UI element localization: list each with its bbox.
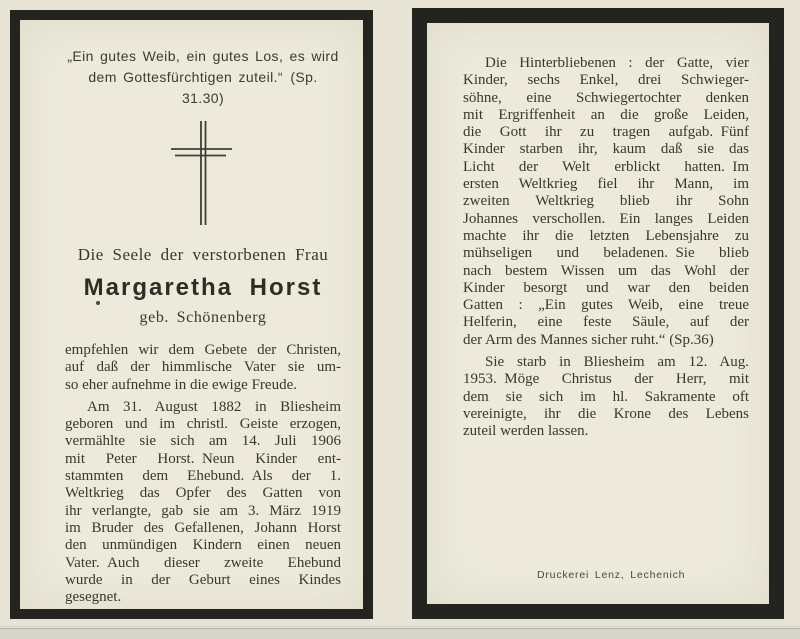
maiden-name: geb. Schönenberg [139,309,267,326]
text-line: Vater. Auch dieser zweite Ehebund [65,554,341,571]
text-line: ersten Weltkrieg fiel ihr Mann, im [463,176,749,193]
left-panel-content [20,20,363,606]
text-line: Johannes verschollen. Ein langes Leiden [463,210,749,227]
text-line: stammten dem Ehebund. Als der 1. [65,468,341,485]
text-line: im Bruder des Gefallenen, Johann Horst [65,519,341,536]
text-line: Die Hinterbliebenen : der Gatte, vier [485,55,749,71]
text-line: 1953. Möge Christus der Herr, mit [463,371,749,388]
text-line: söhne, eine Schwiegertochter denken [463,89,749,106]
text-line: nach bestem Wissen um das Wohl der [463,262,749,279]
cross-illustration [65,120,341,226]
text-line: Kinder besorgt und war den beiden [463,279,749,296]
text-line: empfehlen wir dem Gebete der Christen, [65,342,341,358]
text-line: vermählte sie sich am 14. Juli 1906 [65,433,341,450]
text-line: so eher aufnehme in die ewige Freude. [65,376,297,393]
intro-line: Die Seele der verstorbenen Frau [77,245,329,264]
text-line: Kinder, sechs Enkel, drei Schwieger- [463,72,749,89]
text-line: wurde in der Geburt eines Kindes [65,571,341,588]
text-line: den unmündigen Kindern einen neuen [65,537,341,554]
text-line: machte ihr die letzten Lebensjahre zu [463,227,749,244]
text-line: dem sie sich im hl. Sakramente oft [463,388,749,405]
text-line: der Arm des Mannes sicher ruht.“ (Sp.36) [463,331,714,348]
scripture-quote-line-1: „Ein gutes Weib, ein gutes Los, es wird [67,48,339,64]
text-line: Weltkrieg das Opfer des Gatten von [65,485,341,502]
text-line: Sie starb in Bliesheim am 12. Aug. [485,354,749,371]
right-body-text [463,55,749,441]
text-line: gesegnet. [65,589,122,606]
scripture-quote [65,46,341,109]
cross-icon [170,120,236,226]
scripture-quote-line-2: dem Gottesfürchtigen zuteil.“ (Sp. 31.30) [88,69,318,106]
right-panel-content [427,23,769,441]
text-line: auf daß der himmlische Vater sie um- [65,359,341,376]
text-line: zuteil werden lassen. [463,423,589,440]
paragraph [463,354,749,440]
text-line: Licht der Welt erblickt hatten. Im [463,158,749,175]
paragraph [65,342,341,394]
paragraph [65,399,341,607]
text-line: mit Ergriffenheit an die große Leiden, [463,106,749,123]
text-line: zweiten Weltkrieg blieb ihr Sohn [463,193,749,210]
text-line: ihr verlangte, gab sie am 3. März 1919 [65,502,341,519]
ink-spot [96,301,100,305]
text-line: geboren und im christl. Geiste erzogen, [65,416,341,433]
scan-edge-strip [0,628,800,639]
text-line: Kinder starben ihr, kaum daß sie das [463,141,749,158]
left-body-text [65,342,341,606]
text-line: Helferin, eine feste Säule, auf der [463,314,749,331]
text-line: mühseligen und beladenen. Sie blieb [463,245,749,262]
text-line: Gatten : „Ein gutes Weib, eine treue [463,297,749,314]
text-line: die Gott ihr zu tragen aufgab. Fünf [463,124,749,141]
card-panel-right [412,8,784,619]
text-line: mit Peter Horst. Neun Kinder ent- [65,450,341,467]
printer-imprint: Druckerei Lenz, Lechenich [537,569,686,581]
card-panel-left [10,10,373,619]
paragraph [463,55,749,349]
text-line: Am 31. August 1882 in Bliesheim [87,398,341,415]
deceased-name: Margaretha Horst [83,274,323,301]
text-line: vereinigte, ihr die Krone des Lebens [463,405,749,422]
